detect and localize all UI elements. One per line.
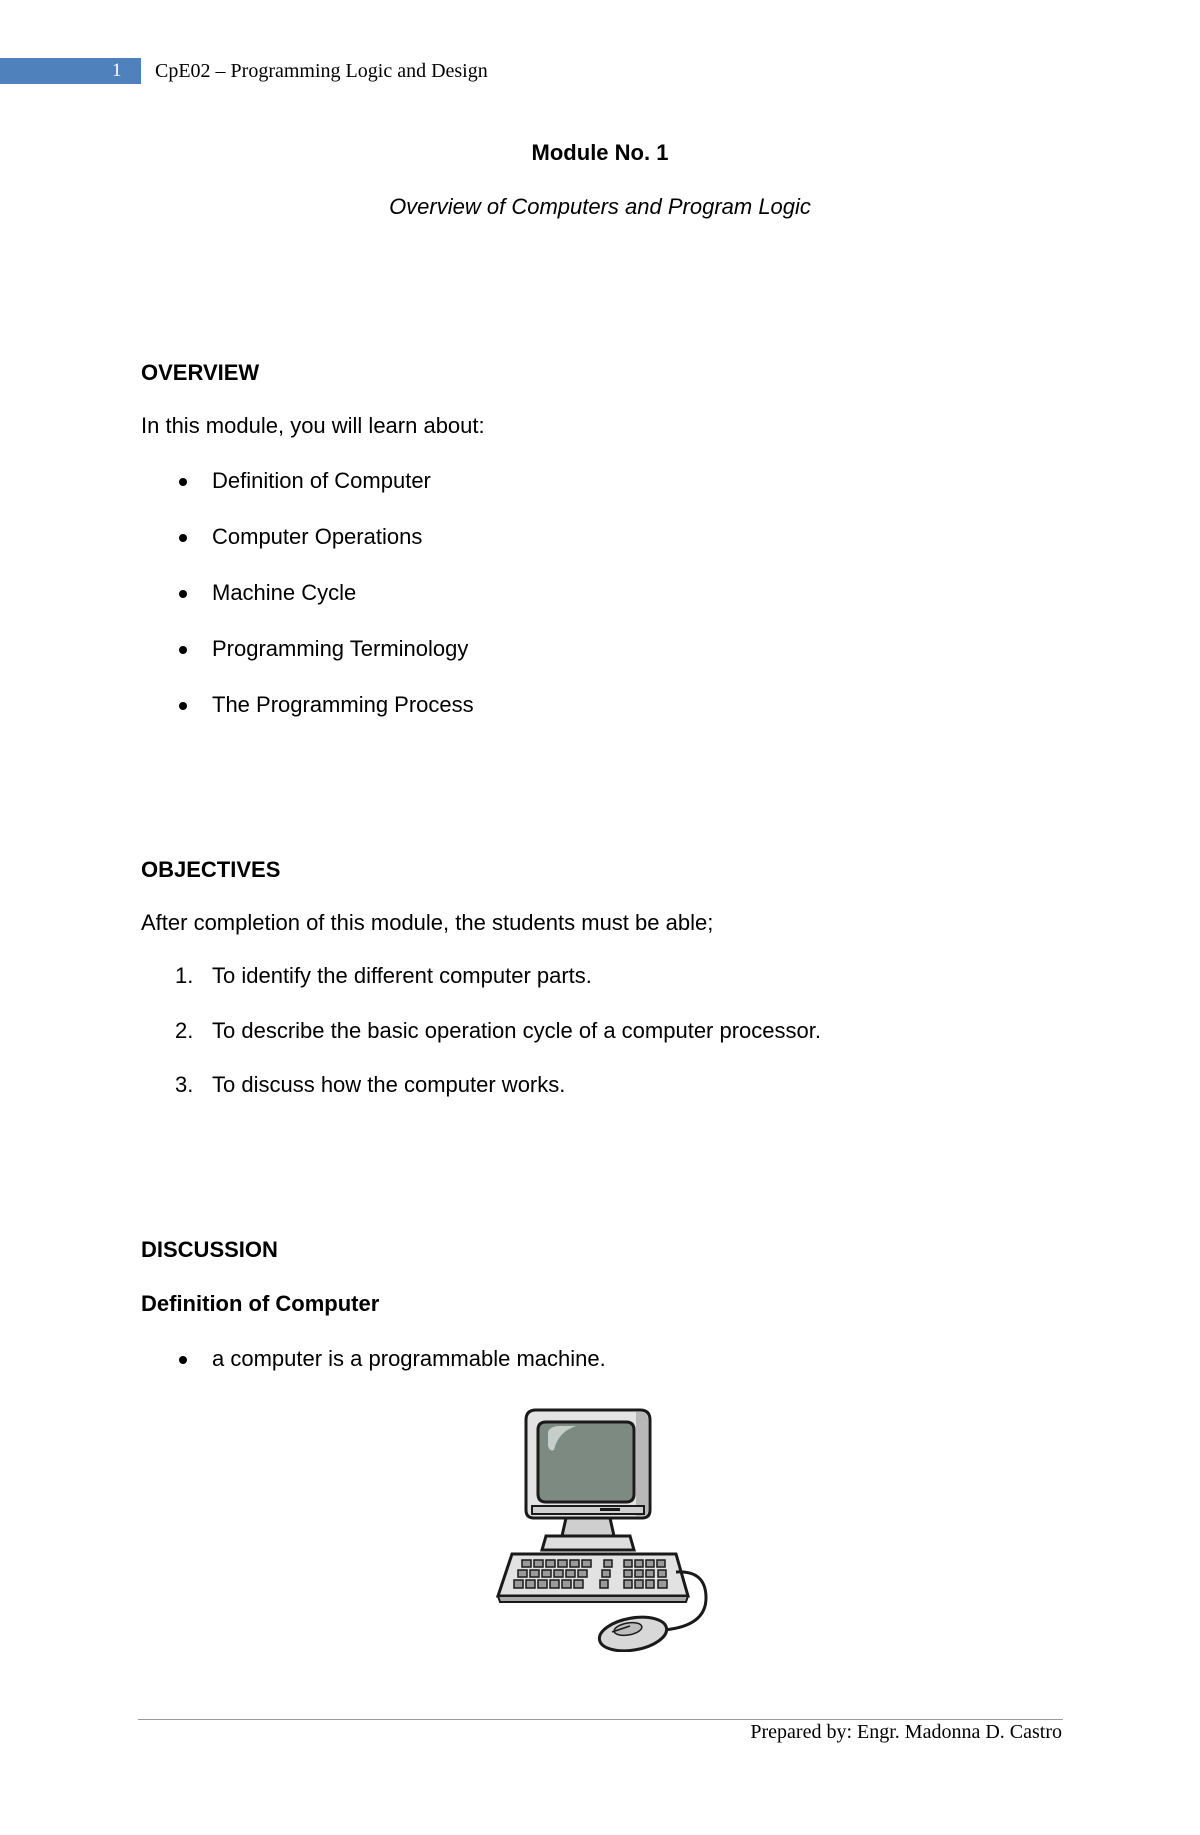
page-number: 1 [112,60,122,81]
overview-heading: OVERVIEW [141,360,260,385]
overview-intro: In this module, you will learn about: [141,413,485,438]
module-subtitle: Overview of Computers and Program Logic [389,194,811,219]
prepared-by: Prepared by: Engr. Madonna D. Castro [750,1721,1062,1743]
footer-divider [138,1719,1063,1720]
module-title: Module No. 1 [531,140,669,165]
discussion-heading: DISCUSSION [141,1237,278,1262]
course-title: CpE02 – Programming Logic and Design [155,60,488,82]
discussion-subheading: Definition of Computer [141,1291,380,1316]
desktop-computer-icon [488,1402,718,1652]
objectives-heading: OBJECTIVES [141,857,281,882]
objectives-intro: After completion of this module, the students must be able; [141,910,714,935]
